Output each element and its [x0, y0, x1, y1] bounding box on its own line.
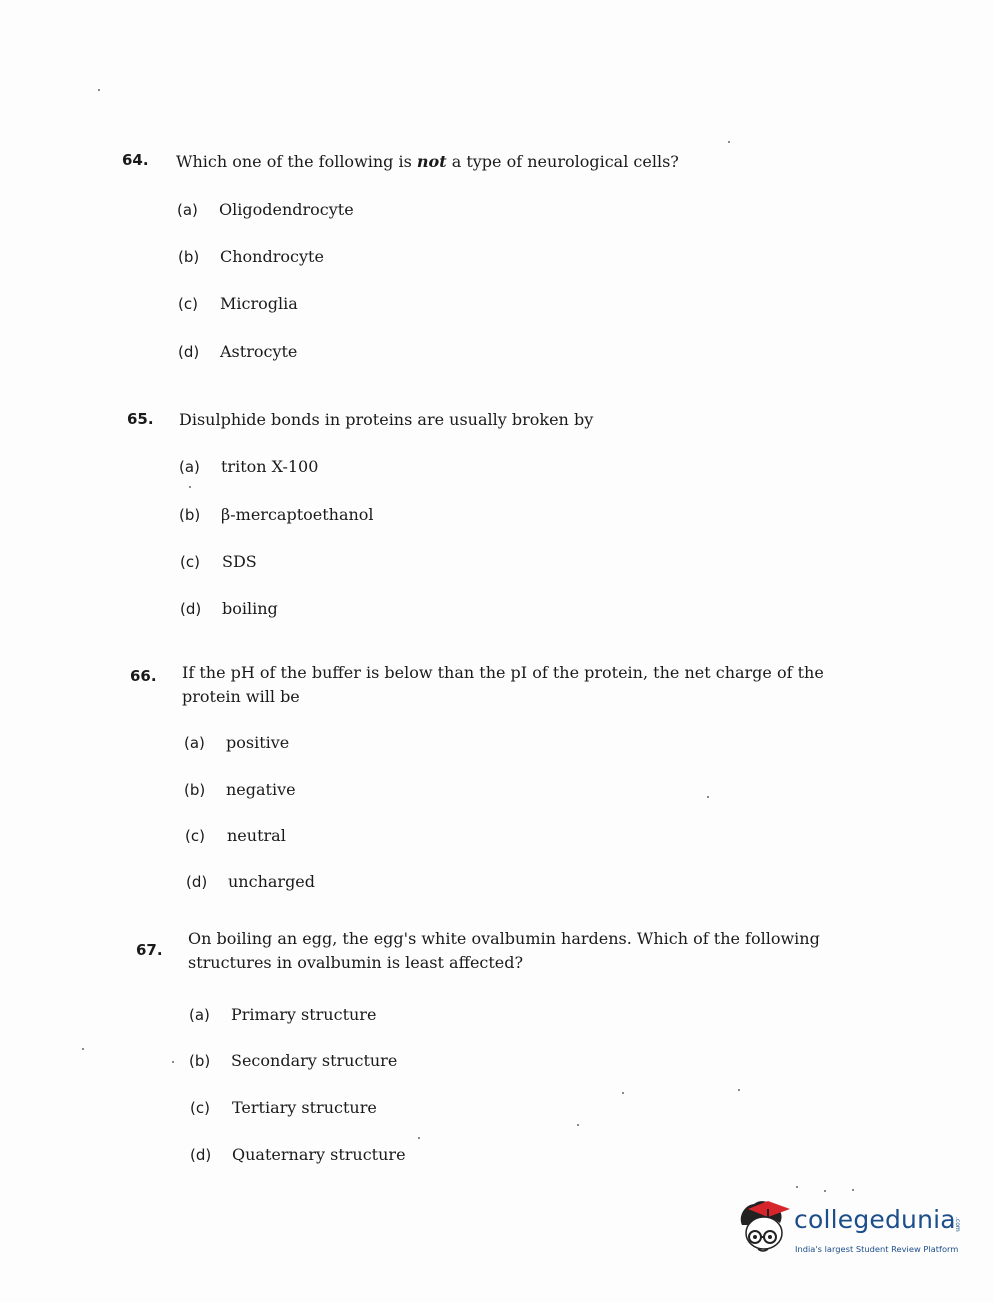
- option-text: Microglia: [220, 294, 298, 313]
- option-text: Secondary structure: [231, 1051, 398, 1070]
- option-label: (d): [178, 343, 200, 361]
- question-text: [176, 150, 866, 174]
- question-text: On boiling an egg, the egg's white ovalbumin hardens. Which of the following structures in ovalbumin is least affected?: [188, 929, 820, 972]
- logo-tagline: India's largest Student Review Platform: [795, 1244, 959, 1254]
- mascot-icon: [734, 1195, 796, 1257]
- question-text-part: Which one of the following is: [176, 152, 417, 171]
- logo-wordmark: collegedunia: [794, 1205, 956, 1234]
- scan-speck: [622, 1092, 624, 1094]
- option-text: triton X-100: [221, 457, 319, 476]
- option-text: Astrocyte: [220, 342, 298, 361]
- option-b: [189, 1049, 397, 1073]
- option-text: Primary structure: [231, 1005, 377, 1024]
- option-text: Quaternary structure: [232, 1145, 406, 1164]
- question-text: Disulphide bonds in proteins are usually broken by: [179, 410, 594, 429]
- option-label: (c): [180, 553, 200, 571]
- option-label: (b): [189, 1052, 211, 1070]
- scan-speck: [98, 89, 100, 91]
- option-text: SDS: [222, 552, 257, 571]
- question-text-emphasis: not: [416, 152, 447, 171]
- option-label: (a): [184, 734, 205, 752]
- option-label: (d): [180, 600, 202, 618]
- question-number: 67.: [136, 941, 163, 959]
- option-label: (b): [179, 506, 201, 524]
- scan-speck: [728, 141, 730, 143]
- question-number: 65.: [127, 410, 154, 428]
- scan-speck: [852, 1189, 854, 1191]
- option-a: [184, 731, 289, 755]
- scan-speck: [418, 1137, 420, 1139]
- option-c: [185, 824, 286, 848]
- scan-speck: [738, 1089, 740, 1091]
- question-number: 64.: [122, 151, 149, 169]
- option-text: negative: [226, 780, 296, 799]
- logo-dotcom: .com: [954, 1217, 961, 1232]
- question-text-part: a type of neurological cells?: [446, 152, 679, 171]
- scan-speck: [824, 1190, 826, 1192]
- scan-speck: [796, 1186, 798, 1188]
- option-label: (d): [190, 1146, 212, 1164]
- option-label: (d): [186, 873, 208, 891]
- option-d: [180, 597, 278, 621]
- option-text: β-mercaptoethanol: [221, 505, 374, 524]
- scan-speck: [82, 1048, 84, 1050]
- option-a: [179, 455, 318, 479]
- option-d: [178, 340, 297, 364]
- collegedunia-logo: [734, 1195, 964, 1263]
- option-label: (c): [185, 827, 205, 845]
- scan-speck: [577, 1124, 579, 1126]
- option-label: (b): [184, 781, 206, 799]
- option-b: [179, 503, 374, 527]
- option-text: positive: [226, 733, 290, 752]
- option-d: [190, 1143, 406, 1167]
- scan-speck: [172, 1061, 174, 1063]
- option-text: Tertiary structure: [232, 1098, 377, 1117]
- option-text: boiling: [222, 599, 278, 618]
- option-a: [177, 198, 354, 222]
- option-c: [178, 292, 298, 316]
- option-b: [178, 245, 324, 269]
- option-c: [180, 550, 257, 574]
- option-a: [189, 1003, 376, 1027]
- option-label: (a): [189, 1006, 210, 1024]
- option-text: Oligodendrocyte: [219, 200, 354, 219]
- option-label: (c): [190, 1099, 210, 1117]
- option-b: [184, 778, 296, 802]
- option-label: (b): [178, 248, 200, 266]
- question-text: If the pH of the buffer is below than the pI of the protein, the net charge of the protein will be: [182, 663, 824, 706]
- option-text: uncharged: [228, 872, 316, 891]
- option-text: Chondrocyte: [220, 247, 324, 266]
- option-d: [186, 870, 315, 894]
- scan-speck: [707, 796, 709, 798]
- option-text: neutral: [227, 826, 286, 845]
- scan-speck: [189, 486, 191, 488]
- option-c: [190, 1096, 377, 1120]
- option-label: (c): [178, 295, 198, 313]
- question-number: 66.: [130, 667, 157, 685]
- option-label: (a): [179, 458, 200, 476]
- option-label: (a): [177, 201, 198, 219]
